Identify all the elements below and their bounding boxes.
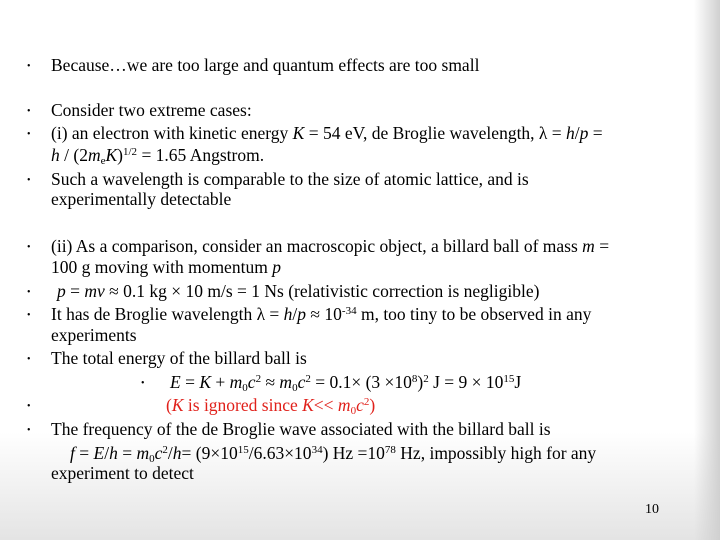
text-line-12: The total energy of the billard ball is [51,348,307,368]
slide-edge-shadow [694,0,720,540]
text-line-8: 100 g moving with momentum p [51,257,281,277]
text-line-15: The frequency of the de Broglie wave associated with the billard ball is [51,419,551,439]
text-line-13: $E = K + m_0c^2 \approx m_0c^2 = 0.1\times (3 \times 10^8)^2$ $J = 9 \times 10^{15}J$ [170,372,522,394]
text-line-6: experimentally detectable [51,189,232,209]
bullet-marker: • [27,61,31,72]
text-line-17: experiment to detect [51,463,194,483]
bullet-marker: • [27,354,31,365]
bullet-marker: • [27,242,31,253]
bullet-marker: • [27,106,31,117]
text-line-10: It has de Broglie wavelength $\lambda = h/p \approx 10^{-34}$ m, too tiny to be observed in any [51,304,592,324]
text-line-3: (i) an electron with kinetic energy K = 54 eV, de Broglie wavelength, λ = h/p = [51,123,603,143]
text-line-1: Because…we are too large and quantum effects are too small [51,55,480,75]
bullet-marker: • [27,129,31,140]
text-line-2: Consider two extreme cases: [51,100,252,120]
bullet-marker: • [27,425,31,436]
bullet-marker: • [141,378,145,389]
text-line-5: Such a wavelength is comparable to the size of atomic lattice, and is [51,169,529,189]
text-line-9: p = mv ≈ 0.1 kg × 10 m/s = 1 Ns (relativistic correction is negligible) [57,281,540,301]
bullet-marker: • [27,401,31,412]
page-number: 10 [645,502,659,517]
bullet-marker: • [27,287,31,298]
bullet-marker: • [27,175,31,186]
text-line-14: (K is ignored since $K<< m_0c^2$) [166,395,376,417]
text-line-7: (ii) As a comparison, consider an macroscopic object, a billard ball of mass m = [51,236,610,256]
text-line-16: $f = E/h = m_0c^2/h= (9\times 10^{15}/6.63\times 10^{34})$ $Hz =10^{78}$ Hz, impossibly high for any [70,443,597,465]
text-line-11: experiments [51,325,137,345]
text-line-4: $h / (2m_eK)^{1/2} = 1.65$ Angstrom. [51,145,265,167]
bullet-marker: • [27,310,31,321]
